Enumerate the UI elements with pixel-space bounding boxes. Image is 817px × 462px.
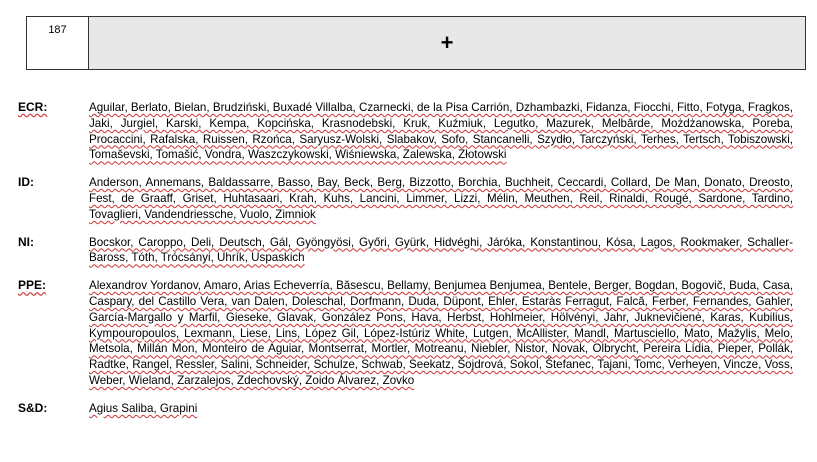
political-groups-list: [18, 100, 793, 429]
group-id: [18, 175, 793, 222]
group-label: S&D:: [18, 400, 48, 415]
group-members: Aguilar, Berlato, Bielan, Brudziński, Buxadé Villalba, Czarnecki, de la Pisa Carrión, Dzhambazki, Fidanza, Fiocchi, Fitto, Fotyga, Fragkos, Jaki, Jurgiel, Karski, Kempa, Kopcińska, Krasnodebski, Kruk, Kuźmiuk, Legutko, Mazurek, Melbārde, Możdżanowska, Poreba, Procaccini, Rafalska, Ruissen, Rzońca, Saryusz-Wolski, Slabakov, Sofo, Stancanelli, Szydło, Tarczyński, Terhes, Tertsch, Tobiszowski, Tomaševski, Tomašić, Vondra, Waszczykowski, Wiśniewska, Zalewska, Złotowski: [89, 101, 793, 162]
group-members: Anderson, Annemans, Baldassarre, Basso, Bay, Beck, Berg, Bizzotto, Borchia, Buchheit, Ceccardi, Collard, De Man, Donato, Dreosto, Fest, de Graaff, Griset, Huhtasaari, Krah, Kuhs, Lancini, Limmer, Lizzi, Mélin, Meuthen, Reil, Rinaldi, Rougé, Sardone, Tardino, Tovaglieri, Vandendriessche, Vuolo, Zimniok: [89, 176, 793, 221]
group-members: Agius Saliba, Grapini: [89, 401, 198, 415]
vote-result-table: [26, 16, 806, 70]
group-ni: [18, 235, 793, 267]
group-label: PPE:: [18, 278, 47, 293]
group-label: ECR:: [18, 100, 48, 114]
group-sd: [18, 401, 793, 417]
group-members: Bocskor, Caroppo, Deli, Deutsch, Gál, Gyöngyösi, Győri, Gyürk, Hidvéghi, Járóka, Konstantinou, Kósa, Lagos, Rookmaker, Schaller-Baross, Tóth, Trócsányi, Uhrík, Uspaskich: [89, 235, 793, 265]
group-members: Alexandrov Yordanov, Amaro, Arias Echeverría, Băsescu, Bellamy, Benjumea Benjumea, Bentele, Berger, Bogdan, Bogovič, Buda, Casa, Caspary, del Castillo Vera, van Dalen, Doleschal, Dorfmann, Duda, Düpont, Ehler, Estaràs Ferragut, Falcă, Ferber, Fernandes, Gahler, García-Margallo y Marfil, Gieseke, Glavak, González Pons, Hava, Herbst, Hohlmeier, Hölvényi, Jahr, Juknevičienė, Karas, Kubilius, Kympouropoulos, Lexmann, Liese, Lins, López Gil, López-Istúriz White, Lutgen, McAllister, Mandl, Martusciello, Mato, Mažylis, Melo, Metsola, Millán Mon, Monteiro de Aguiar, Montserrat, Mortler, Motreanu, Niebler, Nistor, Novak, Olbrycht, Pereira Lídia, Pieper, Pollák, Radtke, Rangel, Ressler, Salini, Schneider, Schulze, Schwab, Seekatz, Šojdrová, Sokol, Štefanec, Tajani, Tomc, Verheyen, Vincze, Voss, Weber, Wieland, Zarzalejos, Zdechovský, Zoido Álvarez, Zovko: [89, 279, 793, 387]
group-label: ID:: [18, 175, 34, 190]
vote-sign: +: [89, 17, 805, 69]
group-ppe: [18, 278, 793, 389]
vote-count: 187: [27, 17, 89, 69]
group-ecr: [18, 100, 793, 163]
group-label: NI:: [18, 234, 34, 249]
